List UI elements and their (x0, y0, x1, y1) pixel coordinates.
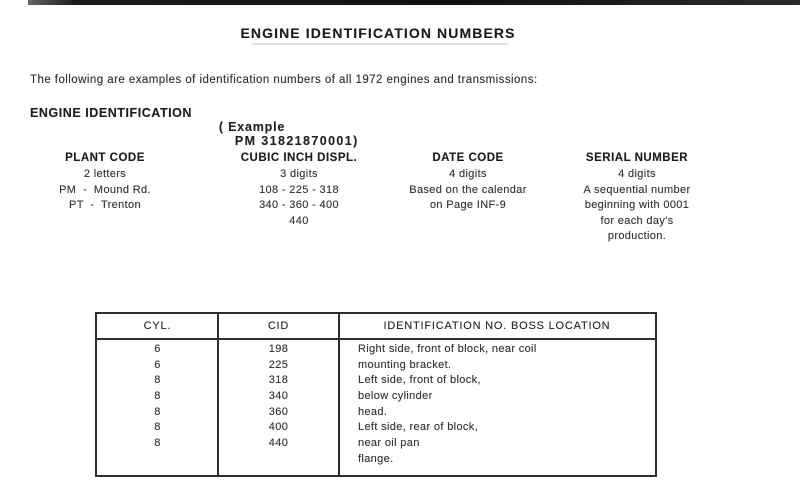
spec-column-lines (373, 167, 563, 214)
cell-location: Left side, front of block, (358, 374, 481, 387)
table-header-cid: CID (267, 320, 290, 332)
spec-line: Based on the calendar (409, 183, 527, 196)
table-row (97, 358, 655, 374)
table-row (97, 389, 655, 405)
cell-location: Right side, front of block, near coil (358, 343, 537, 355)
intro-text: The following are examples of identification numbers of all 1972 engines and transmissions: (30, 74, 538, 86)
page-title: ENGINE IDENTIFICATION NUMBERS (240, 25, 516, 41)
title-underline (252, 43, 508, 45)
table-column-divider (338, 314, 340, 475)
cell-cid: 400 (268, 421, 289, 434)
spec-column-serial-number (542, 152, 732, 245)
cell-cyl: 8 (154, 421, 161, 434)
cell-location: mounting bracket. (358, 358, 452, 371)
example-value: PM 31821870001) (234, 134, 359, 148)
cell-location: near oil pan (358, 437, 420, 450)
cell-cyl: 8 (154, 405, 161, 418)
spec-line: 4 digits (618, 168, 656, 180)
spec-column-title: DATE CODE (432, 152, 504, 164)
cell-cid: 198 (268, 343, 289, 355)
cell-cid: 318 (268, 374, 289, 387)
spec-column-date-code (373, 152, 563, 214)
cell-location: head. (358, 405, 388, 418)
cell-location: Left side, rear of block, (358, 421, 479, 434)
cell-cyl: 8 (154, 374, 161, 387)
spec-line: A sequential number (583, 183, 691, 196)
cell-cyl (97, 452, 218, 468)
spec-column-title: PLANT CODE (65, 152, 145, 164)
section-heading-engine-identification: ENGINE IDENTIFICATION (30, 106, 193, 120)
table-row (97, 420, 655, 436)
cell-cid (218, 452, 339, 468)
spec-line: for each day's (600, 214, 674, 227)
spec-column-lines (204, 167, 394, 229)
cell-cid: 360 (268, 405, 289, 418)
cell-location: below cylinder (358, 390, 433, 403)
page-edge-artifact (28, 0, 800, 5)
spec-line: PT - Trenton (69, 199, 141, 211)
table-column-divider (217, 314, 219, 475)
table-header-cyl: CYL. (143, 320, 172, 332)
spec-line: 2 letters (83, 168, 127, 180)
table-row (97, 373, 655, 389)
example-label: ( Example (218, 120, 286, 134)
table-header-row (97, 314, 655, 340)
spec-line: 108 - 225 - 318 (259, 183, 339, 196)
cell-cyl: 8 (154, 390, 161, 403)
cell-cyl: 6 (154, 343, 161, 355)
cell-cid: 225 (268, 358, 289, 371)
spec-column-title: SERIAL NUMBER (585, 152, 689, 164)
table-row (97, 342, 655, 358)
spec-line: 3 digits (280, 168, 318, 180)
spec-line: 4 digits (449, 168, 487, 180)
spec-column-lines (10, 167, 200, 214)
spec-column-plant-code (10, 152, 200, 214)
spec-line: production. (607, 230, 667, 242)
table-row (97, 436, 655, 452)
cell-location: flange. (358, 452, 394, 465)
spec-line: on Page INF-9 (429, 199, 507, 211)
table-row (97, 405, 655, 421)
spec-column-title: CUBIC INCH DISPL. (240, 152, 358, 164)
cell-cyl: 6 (154, 358, 161, 371)
spec-column-cubic-inch-displ (204, 152, 394, 229)
cell-cid: 440 (268, 437, 289, 450)
spec-line: 340 - 360 - 400 (259, 199, 339, 211)
cell-cyl: 8 (154, 437, 161, 450)
table-row (97, 452, 655, 468)
table-body (97, 342, 655, 468)
cell-cid: 340 (268, 390, 289, 403)
spec-line: 440 (289, 214, 309, 227)
spec-column-lines (542, 167, 732, 245)
engine-id-table (95, 312, 657, 477)
spec-line: PM - Mound Rd. (59, 183, 151, 196)
spec-line: beginning with 0001 (584, 199, 690, 211)
table-header-location: IDENTIFICATION NO. BOSS LOCATION (383, 320, 611, 332)
